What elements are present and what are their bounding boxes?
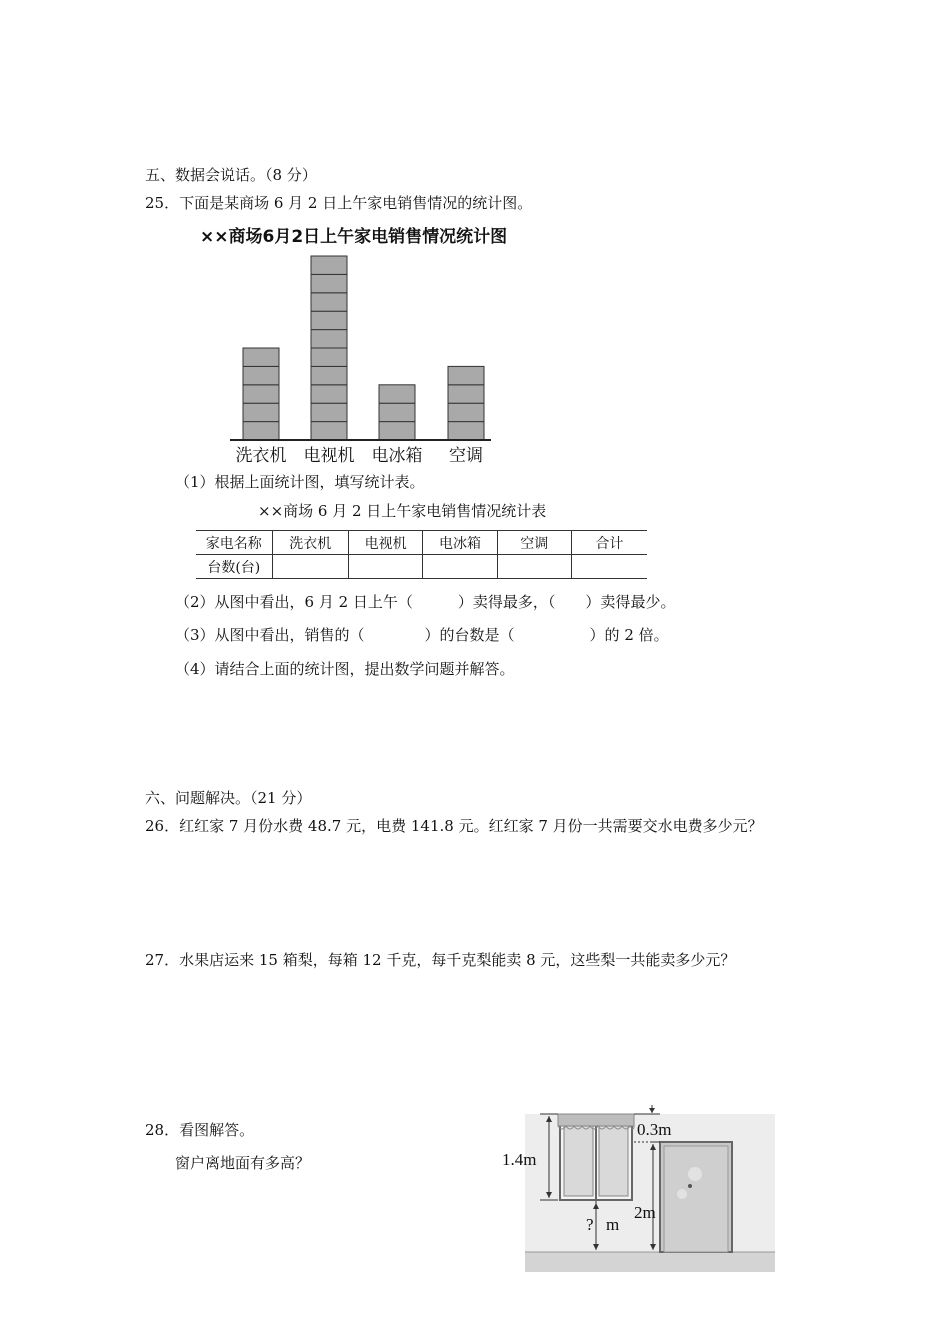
bar-block [448,366,484,384]
table-row-label: 台数(台) [196,555,272,579]
bar-block [311,274,347,292]
bar-block [448,403,484,421]
q27: 27．水果店运来 15 箱梨，每箱 12 千克，每千克梨能卖 8 元，这些梨一共能卖多少元？ [145,951,736,969]
chart-title: ××商场6月2日上午家电销售情况统计图 [200,227,508,247]
q28-question: 窗户离地面有多高？ [175,1154,311,1172]
stats-table-title: ××商场 6 月 2 日上午家电销售情况统计表 [258,502,547,520]
table-header-cell: 电视机 [348,531,422,555]
stats-table-data-row [196,555,647,579]
q25-stem: 25．下面是某商场 6 月 2 日上午家电销售情况的统计图。 [145,194,533,212]
bar-block [243,422,279,440]
stats-table [196,530,647,579]
bar-block [311,366,347,384]
category-label: 空调 [449,446,483,466]
blank-cell[interactable] [272,555,348,579]
category-label: 电冰箱 [371,446,423,466]
q28-stem: 28．看图解答。 [145,1121,255,1139]
window-door-figure [500,1104,780,1276]
label-unknown-unit: m [606,1215,620,1234]
bar-block [311,348,347,366]
bar-block [311,293,347,311]
bar-block [448,422,484,440]
label-top-gap: 0.3m [637,1120,672,1139]
bar-block [243,385,279,403]
table-header-cell: 电冰箱 [423,531,497,555]
blank-cell[interactable] [571,555,647,579]
bar-block [243,403,279,421]
bar-chart [225,248,525,473]
blank-cell[interactable] [497,555,571,579]
q25-sub3: （3）从图中看出，销售的（ ）的台数是（ ）的 2 倍。 [175,626,669,644]
bar-block [311,330,347,348]
bar-block [311,256,347,274]
bar-block [379,403,415,421]
label-door-height: 2m [634,1203,656,1222]
bar-block [243,366,279,384]
q25-sub4: （4）请结合上面的统计图，提出数学问题并解答。 [175,660,515,678]
bar-block [379,385,415,403]
bar-block [311,403,347,421]
bar-block [311,422,347,440]
bar-block [311,311,347,329]
bar-block [448,385,484,403]
blank-cell[interactable] [423,555,497,579]
table-header-cell: 洗衣机 [272,531,348,555]
door-knob [688,1184,692,1188]
category-label: 电视机 [303,446,355,466]
table-header-cell: 合计 [571,531,647,555]
bar-block [379,422,415,440]
chart-bars [243,256,484,440]
category-label: 洗衣机 [235,446,287,466]
section6-heading: 六、问题解决。（21 分） [145,789,312,807]
q26: 26．红红家 7 月份水费 48.7 元，电费 141.8 元。红红家 7 月份一共需要交水电费多少元？ [145,817,763,835]
label-unknown-q: ? [586,1215,594,1234]
bar-block [243,348,279,366]
stats-table-header-row [196,531,647,555]
q25-sub1: （1）根据上面统计图，填写统计表。 [175,473,425,491]
chart-category-labels [236,446,484,466]
table-header-cell: 家电名称 [196,531,272,555]
blank-cell[interactable] [348,555,422,579]
section5-heading: 五、数据会说话。（8 分） [145,166,317,184]
floor [525,1252,775,1272]
label-window-height: 1.4m [502,1150,537,1169]
bar-block [311,385,347,403]
q25-sub2: （2）从图中看出，6 月 2 日上午（ ）卖得最多，（ ）卖得最少。 [175,593,676,611]
table-header-cell: 空调 [497,531,571,555]
window-awning [558,1114,634,1126]
